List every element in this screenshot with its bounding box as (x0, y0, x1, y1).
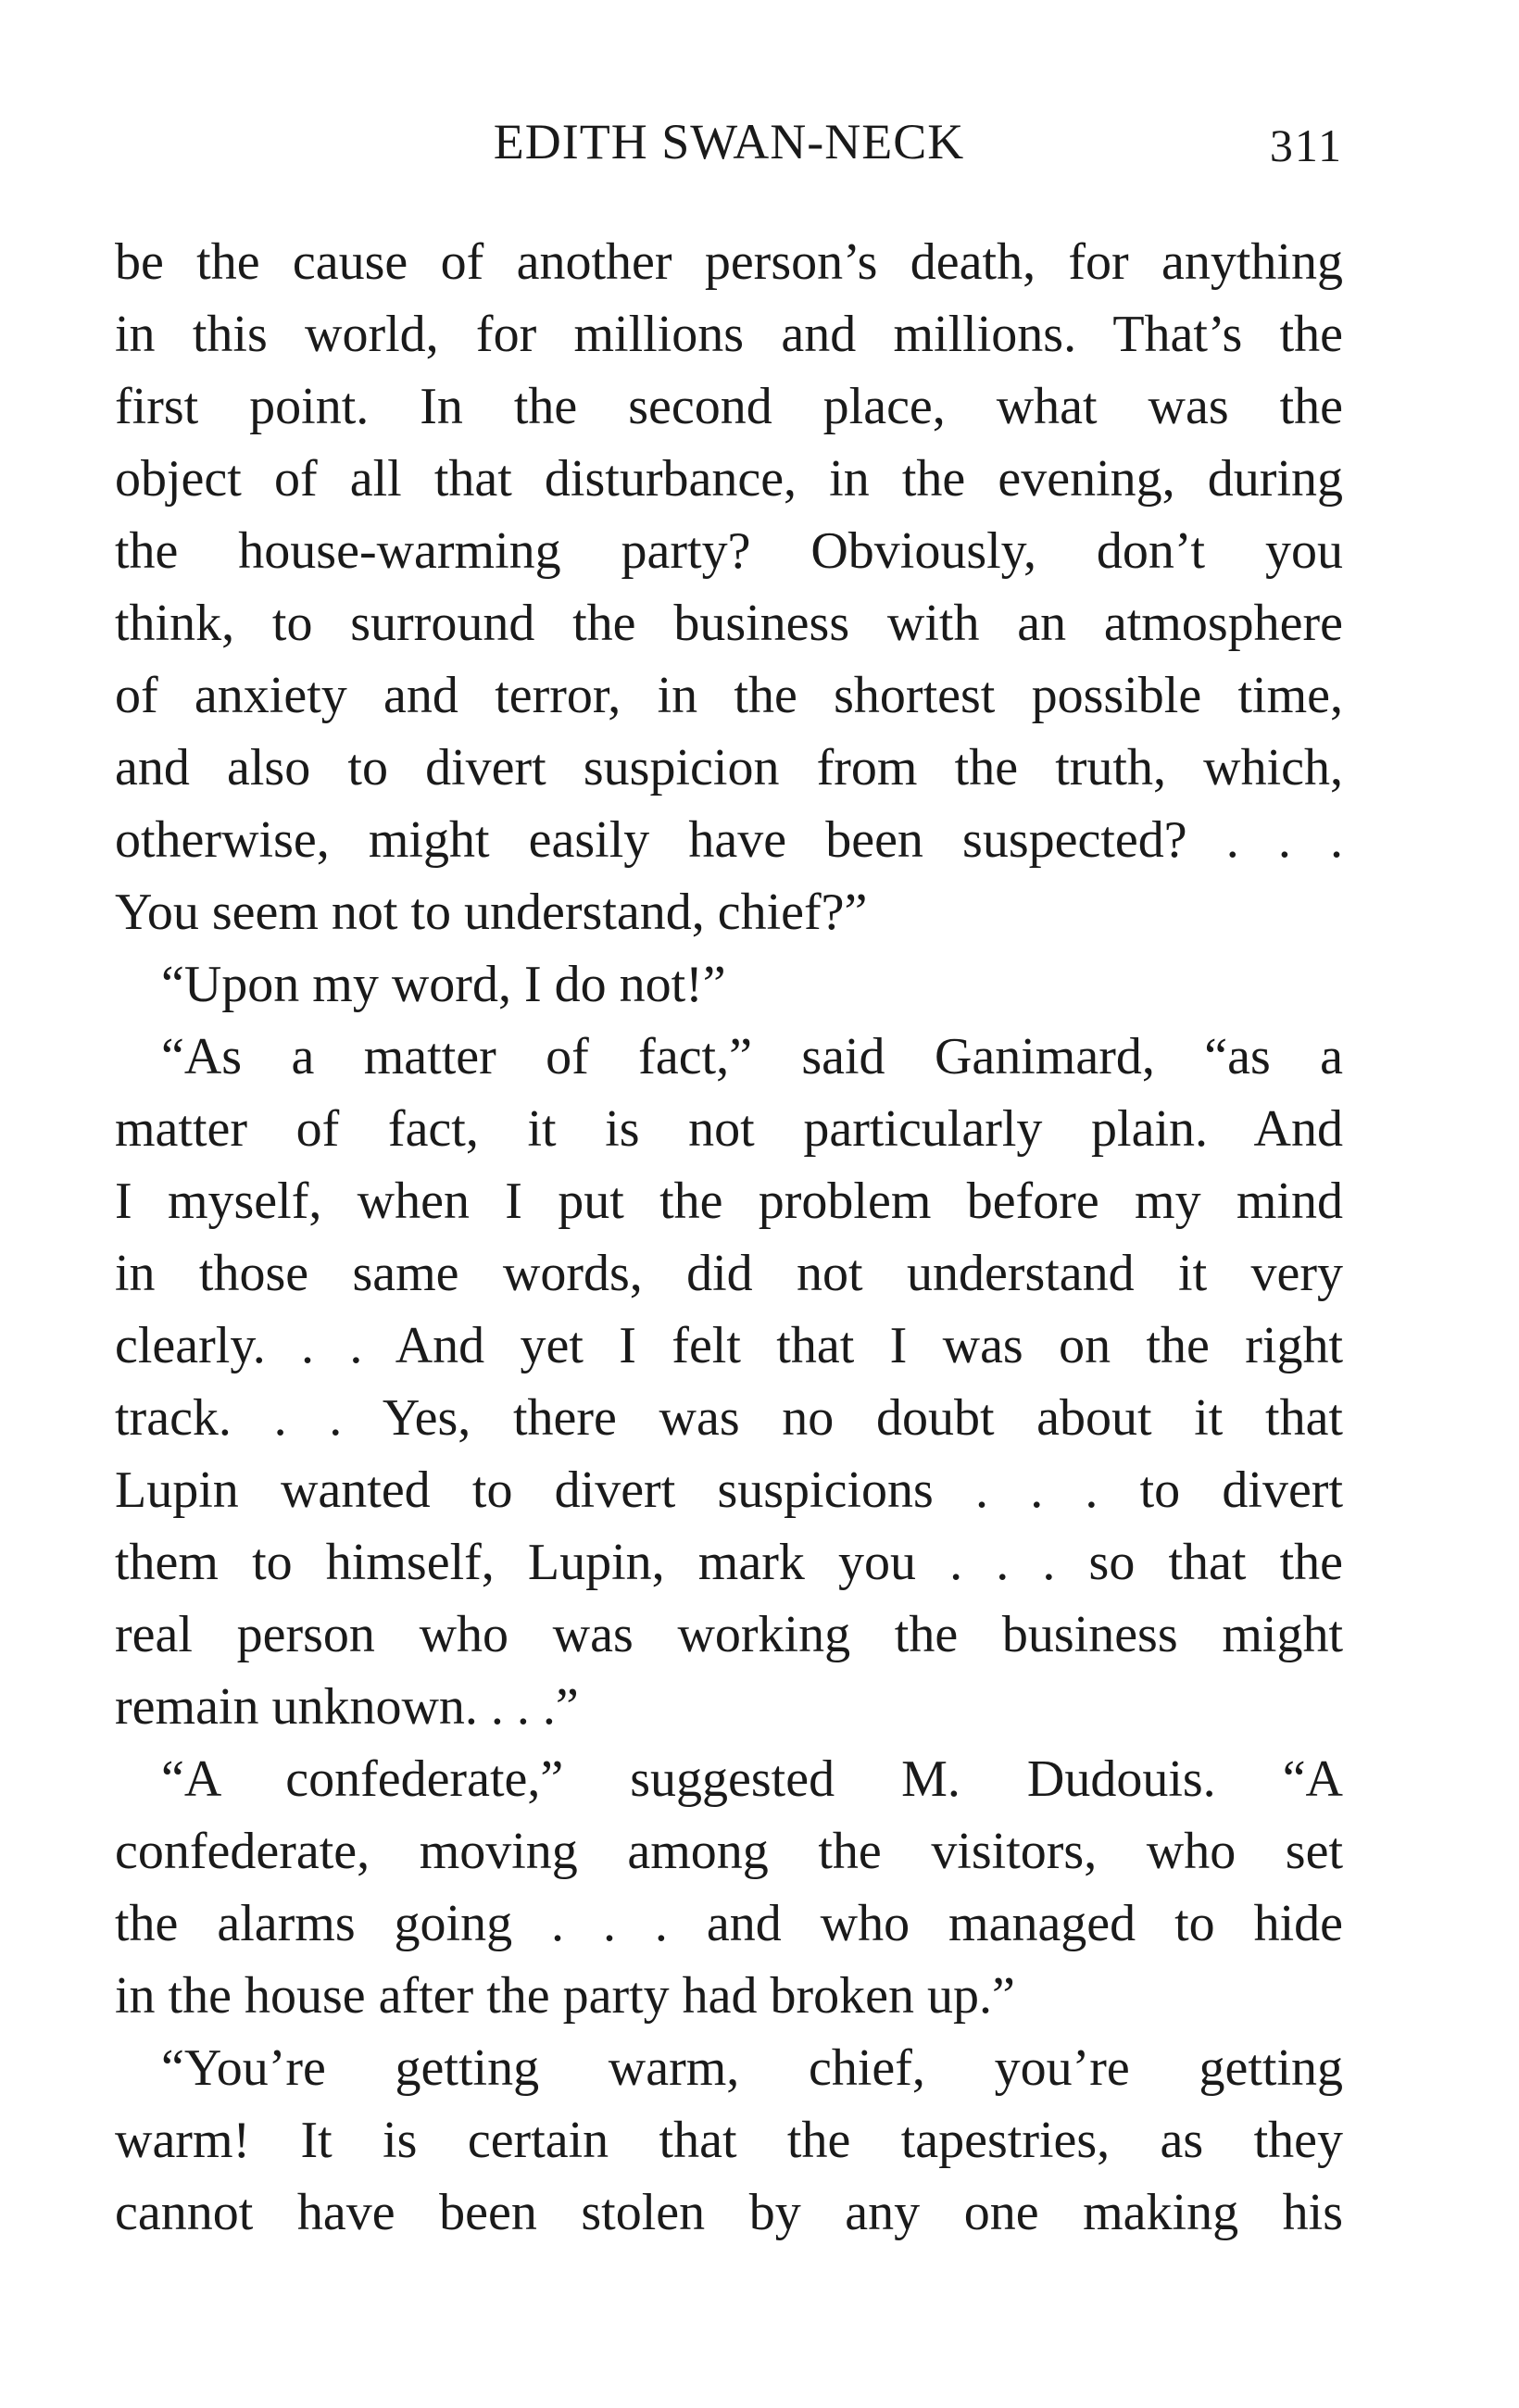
text-line: clearly. . . And yet I felt that I was on the right (115, 1317, 1343, 1374)
text-line: be the cause of another person’s death, for anything (115, 233, 1343, 291)
text-line: of anxiety and terror, in the shortest possible time, (115, 667, 1343, 724)
text-line: warm! It is certain that the tapestries, as they (115, 2112, 1343, 2169)
text-line: in this world, for millions and millions. That’s the (115, 306, 1343, 363)
text-line: I myself, when I put the problem before my mind (115, 1173, 1343, 1230)
running-head (115, 109, 1343, 174)
text-line: “A confederate,” suggested M. Dudouis. “A (161, 1750, 1343, 1808)
page-number: 311 (1269, 119, 1343, 171)
text-line: the alarms going . . . and who managed to hide (115, 1895, 1343, 1952)
text-line: “You’re getting warm, chief, you’re getting (161, 2039, 1343, 2097)
text-line: “Upon my word, I do not!” (161, 956, 726, 1013)
text-line: the house-warming party? Obviously, don’t you (115, 522, 1343, 580)
text-line: object of all that disturbance, in the evening, during (115, 450, 1343, 508)
text-line: them to himself, Lupin, mark you . . . so that the (115, 1534, 1343, 1591)
text-line: in the house after the party had broken up.” (115, 1967, 1015, 2025)
running-title: EDITH SWAN-NECK (493, 114, 965, 169)
body-text (115, 226, 1343, 2249)
text-line: “As a matter of fact,” said Ganimard, “as a (161, 1028, 1343, 1085)
text-line: real person who was working the business might (115, 1606, 1343, 1663)
text-line: and also to divert suspicion from the truth, which, (115, 739, 1343, 796)
text-line: think, to surround the business with an atmosphere (115, 595, 1343, 652)
text-line: first point. In the second place, what was the (115, 378, 1343, 435)
text-line: confederate, moving among the visitors, who set (115, 1823, 1343, 1880)
text-line: matter of fact, it is not particularly plain. And (115, 1100, 1343, 1158)
text-line: You seem not to understand, chief?” (115, 884, 868, 941)
text-line: track. . . Yes, there was no doubt about it that (115, 1389, 1343, 1447)
text-line: remain unknown. . . .” (115, 1678, 579, 1736)
text-line: Lupin wanted to divert suspicions . . . to divert (115, 1461, 1343, 1519)
text-line: cannot have been stolen by any one making his (115, 2184, 1343, 2241)
text-line: in those same words, did not understand it very (115, 1245, 1343, 1302)
text-line: otherwise, might easily have been suspected? . . . (115, 811, 1343, 869)
